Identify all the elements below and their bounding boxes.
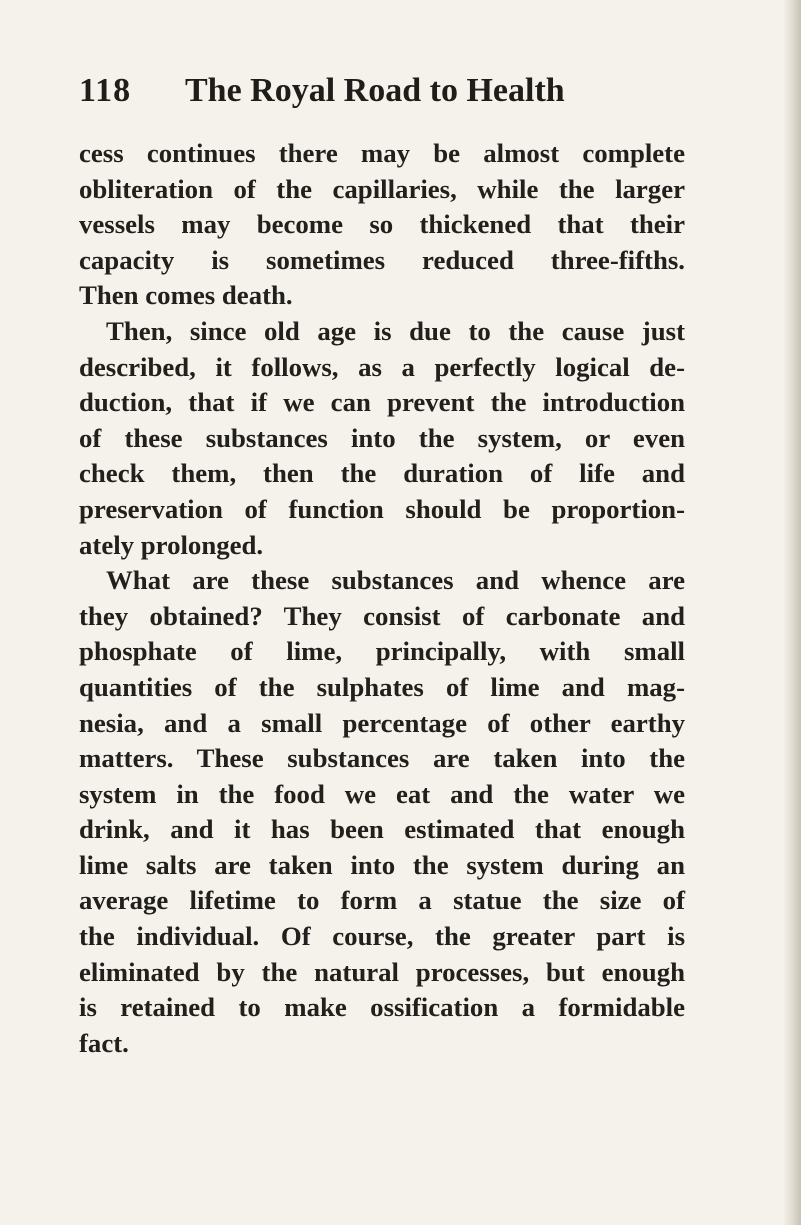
text-line: they obtained? They consist of carbonate and xyxy=(79,600,685,631)
text-line: fact. xyxy=(79,1027,129,1058)
text-line: What are these substances and whence are xyxy=(106,565,685,596)
text-line: eliminated by the natural processes, but enough xyxy=(79,956,685,987)
text-line: ately prolonged. xyxy=(79,529,264,560)
text-line: of these substances into the system, or even xyxy=(79,422,685,453)
text-line: nesia, and a small percentage of other earthy xyxy=(79,707,685,738)
text-line: Then comes death. xyxy=(79,280,293,311)
body-text xyxy=(79,136,685,1061)
text-line: matters. These substances are taken into the xyxy=(79,743,685,774)
text-line: drink, and it has been estimated that enough xyxy=(79,814,685,845)
text-line: described, it follows, as a perfectly logical de- xyxy=(79,351,685,382)
text-line: phosphate of lime, principally, with small xyxy=(79,636,685,667)
running-head xyxy=(79,66,699,116)
paragraph-3 xyxy=(79,563,685,1061)
text-line: capacity is sometimes reduced three-fifths. xyxy=(79,244,685,275)
paragraph-1 xyxy=(79,136,685,314)
text-line: quantities of the sulphates of lime and mag- xyxy=(79,671,685,702)
book-title: The Royal Road to Health xyxy=(185,72,565,109)
text-line: average lifetime to form a statue the size of xyxy=(79,885,685,916)
text-line: lime salts are taken into the system during an xyxy=(79,849,685,880)
page-edge-shadow xyxy=(783,0,801,1225)
text-line: preservation of function should be proportion- xyxy=(79,493,685,524)
paragraph-2 xyxy=(79,314,685,563)
text-line: obliteration of the capillaries, while the larger xyxy=(79,173,685,204)
text-line: Then, since old age is due to the cause just xyxy=(106,315,685,346)
text-line: vessels may become so thickened that their xyxy=(79,209,685,240)
text-line: system in the food we eat and the water we xyxy=(79,778,685,809)
text-line: duction, that if we can prevent the introduction xyxy=(79,387,685,418)
text-line: is retained to make ossification a formidable xyxy=(79,992,685,1023)
text-line: cess continues there may be almost complete xyxy=(79,138,685,168)
text-line: the individual. Of course, the greater part is xyxy=(79,921,685,952)
text-line: check them, then the duration of life and xyxy=(79,458,685,489)
page-number: 118 xyxy=(79,72,132,109)
